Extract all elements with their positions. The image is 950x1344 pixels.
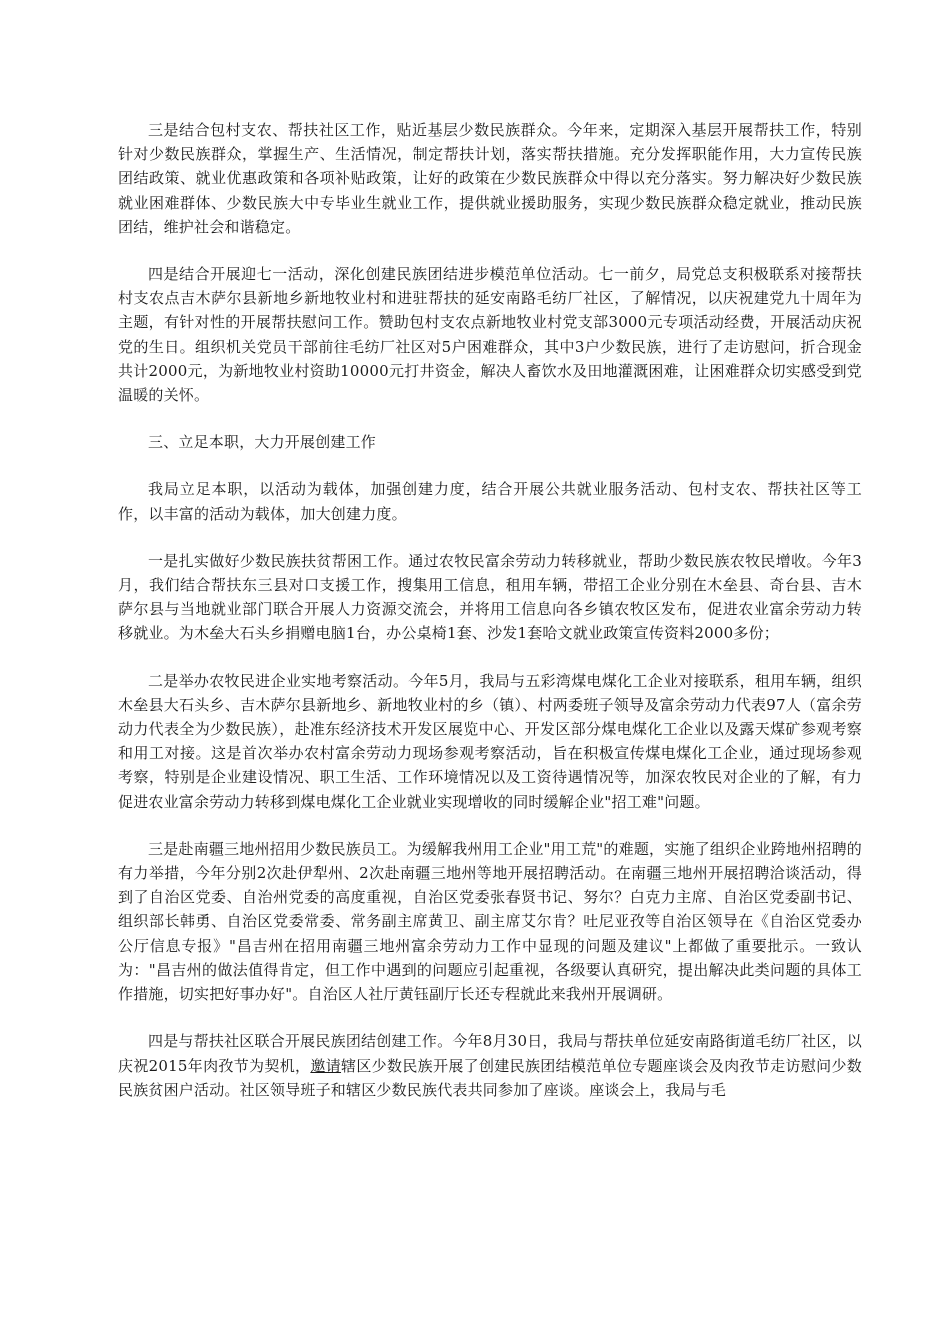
paragraph-section-intro: 我局立足本职，以活动为载体，加强创建力度，结合开展公共就业服务活动、包村支农、帮扶社区等工作，以丰富的活动为载体，加大创建力度。	[118, 480, 862, 523]
document-body	[118, 118, 862, 1125]
invite-link[interactable]: 邀请	[310, 1056, 342, 1075]
paragraph-enterprise-visit: 二是举办农牧民进企业实地考察活动。今年5月，我局与五彩湾煤电煤化工企业对接联系，租用车辆，组织木垒县大石头乡、吉木萨尔县新地乡、新地牧业村的乡（镇）、村两委班子领导及富余劳动力代表97人（富余劳动力代表全为少数民族），赴准东经济技术开发区展览中心、开发区部分煤电煤化工企业以及露天煤矿参观考察和用工对接。这是首次举办农村富余劳动力现场参观考察活动，旨在积极宣传煤电煤化工企业，通过现场参观考察，特别是企业建设情况、职工生活、工作环境情况以及工资待遇情况等，加深农牧民对企业的了解，有力促进农业富余劳动力转移到煤电煤化工企业就业实现增收的同时缓解企业"招工难"问题。	[118, 671, 862, 811]
paragraph-south-xinjiang-recruitment: 三是赴南疆三地州招用少数民族员工。为缓解我州用工企业"用工荒"的难题，实施了组织企业跨地州招聘的有力举措，今年分别2次赴伊犁州、2次赴南疆三地州等地开展招聘活动。在南疆三地州开展招聘洽谈活动，得到了自治区党委、自治州党委的高度重视，自治区党委张春贤书记、努尔？白克力主席、自治区党委副书记、组织部长韩勇、自治区党委常委、常务副主席黄卫、副主席艾尔肯？吐尼亚孜等自治区领导在《自治区党委办公厅信息专报》"昌吉州在招用南疆三地州富余劳动力工作中显现的问题及建议"上都做了重要批示。一致认为："昌吉州的做法值得肯定，但工作中遇到的问题应引起重视，各级要认真研究，提出解决此类问题的具体工作措施，切实把好事办好"。自治区人社厅黄钰副厅长还专程就此来我州开展调研。	[118, 839, 862, 1004]
paragraph-village-community-support: 三是结合包村支农、帮扶社区工作，贴近基层少数民族群众。今年来，定期深入基层开展帮扶工作，特别针对少数民族群众，掌握生产、生活情况，制定帮扶计划，落实帮扶措施。充分发挥职能作用，大力宣传民族团结政策、就业优惠政策和各项补贴政策，让好的政策在少数民族群众中得以充分落实。努力解决好少数民族就业困难群体、少数民族大中专毕业生就业工作，提供就业援助服务，实现少数民族群众稳定就业，推动民族团结，维护社会和谐稳定。	[118, 121, 862, 236]
paragraph-text-after-link: 辖区少数民族开展了创建民族团结模范单位专题座谈会及肉孜节走访慰问少数民族贫困户活动。社区领导班子和辖区少数民族代表共同参加了座谈。座谈会上，我局与毛	[118, 1056, 862, 1099]
section-heading: 三、立足本职，大力开展创建工作	[148, 433, 377, 452]
paragraph-community-unity	[118, 1029, 862, 1102]
paragraph-july-first-activity: 四是结合开展迎七一活动，深化创建民族团结进步模范单位活动。七一前夕，局党总支积极联系对接帮扶村支农点吉木萨尔县新地乡新地牧业村和进驻帮扶的延安南路毛纺厂社区，了解情况，以庆祝建党九十周年为主题，有针对性的开展帮扶慰问工作。赞助包村支农点新地牧业村党支部3000元专项活动经费，开展活动庆祝党的生日。组织机关党员干部前往毛纺厂社区对5户困难群众，其中3户少数民族，进行了走访慰问，折合现金共计2000元，为新地牧业村资助10000元打井资金，解决人畜饮水及田地灌溉困难，让困难群众切实感受到党温暖的关怀。	[118, 265, 862, 405]
paragraph-text-before-link: 四是与帮扶社区联合开展民族团结创建工作。今年8月30日，我局与帮扶单位延安南路街道毛纺厂社区，以庆祝2015年肉孜节为契机，	[118, 1032, 862, 1075]
paragraph-poverty-relief: 一是扎实做好少数民族扶贫帮困工作。通过农牧民富余劳动力转移就业，帮助少数民族农牧民增收。今年3月，我们结合帮扶东三县对口支援工作，搜集用工信息，租用车辆，带招工企业分别在木垒县、奇台县、吉木萨尔县与当地就业部门联合开展人力资源交流会，并将用工信息向各乡镇农牧区发布，促进农业富余劳动力转移就业。为木垒大石头乡捐赠电脑1台，办公桌椅1套、沙发1套哈文就业政策宣传资料2000多份；	[118, 551, 862, 643]
